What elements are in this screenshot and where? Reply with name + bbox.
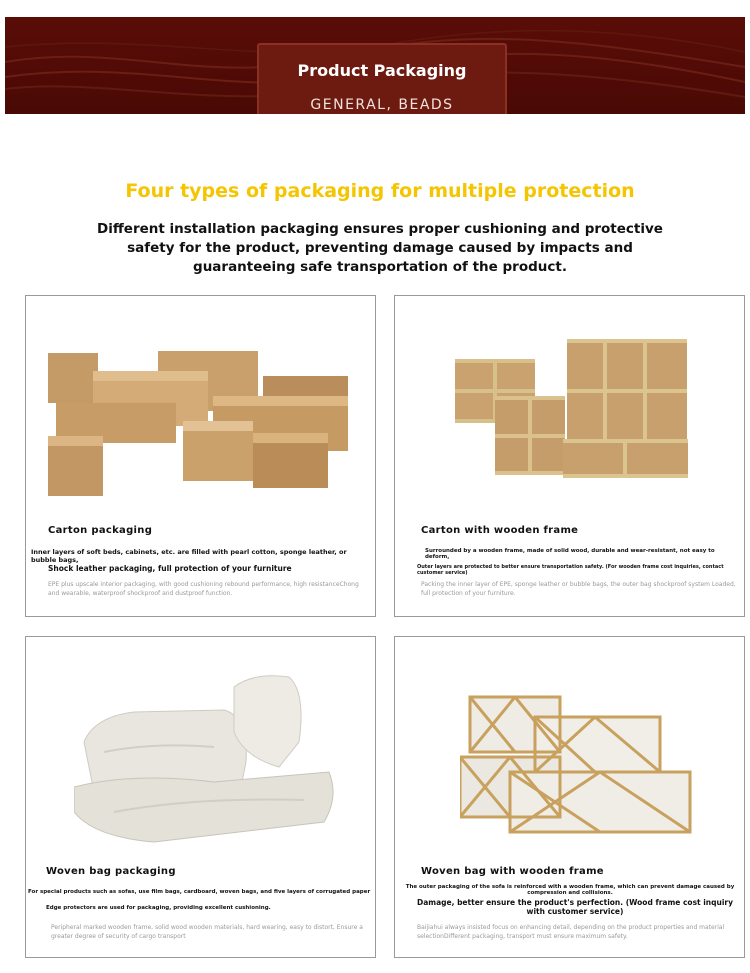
card-woven-bag-packaging [25, 636, 376, 958]
card-description-line2: Damage, better ensure the product's perfection. (Wood frame cost inquiry with customer service) [416, 898, 734, 916]
card-note: Baijiahui always insisted focus on enhancing detail, depending on the product properties and material selectionDifferent packaging, transport must ensure maximum safety. [417, 924, 725, 940]
card-note: EPE plus upscale interior packaging, with good cushioning rebound performance, high resistanceChong and wearable, waterproof shockproof and dustproof function. [48, 581, 359, 597]
card-title: Woven bag packaging [46, 866, 176, 877]
banner-plaque [257, 43, 507, 114]
banner-title: Product Packaging [297, 61, 467, 80]
card-description-line2: Edge protectors are used for packaging, providing excellent cushioning. [46, 905, 271, 911]
crated-sofas-image [460, 682, 700, 847]
banner-subtitle: GENERAL, BEADS [310, 97, 454, 113]
card-carton-packaging [25, 295, 376, 617]
card-description-line1: The outer packaging of the sofa is reinforced with a wooden frame, which can prevent damage caused by compression and collisions. [405, 884, 735, 896]
card-title: Woven bag with wooden frame [421, 866, 604, 877]
card-title: Carton packaging [48, 525, 153, 536]
framed-cartons-image [455, 336, 695, 486]
section-headline: Four types of packaging for multiple protection [125, 180, 635, 202]
card-note: Peripheral marked wooden frame, solid wood wooden materials, hard wearing, easy to distort, Ensure a greater degree of security of cargo transport [51, 924, 363, 940]
card-description-line1: Surrounded by a wooden frame, made of solid wood, durable and wear-resistant, not easy to deform, [425, 548, 715, 560]
card-description-line1: Inner layers of soft beds, cabinets, etc. are filled with pearl cotton, sponge leather, or bubble bags, [31, 548, 347, 564]
header-banner [5, 17, 745, 114]
card-note: Packing the inner layer of EPE, sponge leather or bubble bags, the outer bag shockproof system Loaded, full protection of your furniture. [421, 581, 736, 597]
cardboard-boxes-image [48, 341, 358, 501]
card-description-line2: Shock leather packaging, full protection of your furniture [48, 564, 292, 573]
woven-bags-image [74, 672, 344, 852]
section-intro: Different installation packaging ensures proper cushioning and protective safety for the product, preventing damage caused by impacts and guaranteeing safe transportation of the product. [97, 221, 663, 275]
card-carton-with-wooden-frame [394, 295, 745, 617]
card-description-line1: For special products such as sofas, use film bags, cardboard, woven bags, and five layers of corrugated paper [28, 889, 371, 895]
card-woven-bag-with-wooden-frame [394, 636, 745, 958]
card-description-line2: Outer layers are protected to better ensure transportation safety. (For wooden frame cost inquiries, contact customer service) [417, 564, 724, 576]
card-title: Carton with wooden frame [421, 525, 579, 536]
